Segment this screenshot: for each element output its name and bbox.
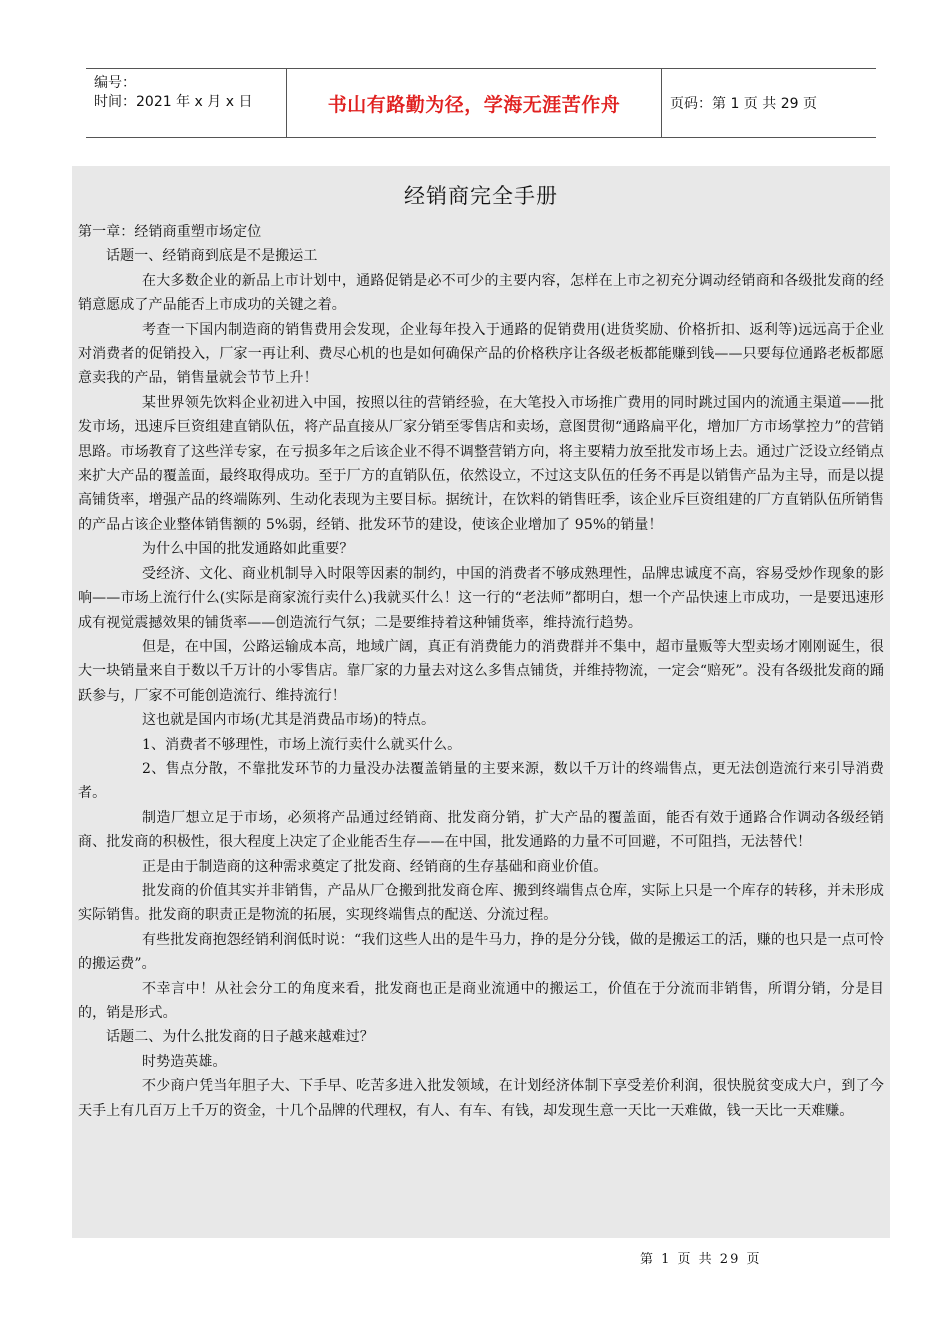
number-label: 编号： — [94, 75, 136, 91]
topic-heading: 话题二、为什么批发商的日子越来越难过？ — [106, 1029, 374, 1046]
document-body — [72, 166, 890, 1238]
header-page-info: 页码：第 1 页 共 29 页 — [670, 96, 817, 112]
paragraph: 在大多数企业的新品上市计划中，通路促销是必不可少的主要内容，怎样在上市之初充分调动经销商和各级批发商的经销意愿成了产品能否上市成功的关键之着。 — [78, 272, 884, 314]
paragraph: 有些批发商抱怨经销利润低时说：“我们这些人出的是牛马力，挣的是分分钱，做的是搬运工的活，赚的也只是一点可怜的搬运费”。 — [78, 931, 884, 973]
paragraph: 这也就是国内市场(尤其是消费品市场)的特点。 — [142, 712, 436, 729]
motto: 书山有路勤为径，学海无涯苦作舟 — [327, 93, 621, 116]
paragraph: 受经济、文化、商业机制导入时限等因素的制约，中国的消费者不够成熟理性，品牌忠诚度不高，容易受炒作现象的影响——市场上流行什么(实际是商家流行卖什么)我就买什么！这一行的“老法师”都明白，想一个产品快速上市成功，一是要迅速形成有视觉震撼效果的铺货率——创造流行气氛；二是要维持着这种铺货率，维持流行趋势。 — [78, 565, 884, 631]
paragraph: 时势造英雄。 — [142, 1053, 227, 1070]
document-title: 经销商完全手册 — [404, 184, 558, 208]
paragraph-group — [78, 1050, 884, 1123]
paragraph: 考查一下国内制造商的销售费用会发现，企业每年投入于通路的促销费用(进货奖励、价格折扣、返利等)远远高于企业对消费者的促销投入，厂家一再让利、费尽心机的也是如何确保产品的价格秩序让各级老板都能赚到钱——只要每位通路老板都愿意卖我的产品，销售量就会节节上升！ — [78, 321, 884, 387]
topic-heading: 话题一、经销商到底是不是搬运工 — [106, 248, 318, 265]
time-label: 时间：2021 年 x 月 x 日 — [94, 94, 253, 110]
header-meta — [86, 69, 286, 137]
paragraph: 不幸言中！从社会分工的角度来看，批发商也正是商业流通中的搬运工，价值在于分流而非销售，所谓分销，分是目的，销是形式。 — [78, 980, 884, 1021]
paragraph: 2、售点分散，不靠批发环节的力量没办法覆盖销量的主要来源，数以千万计的终端售点，更无法创造流行来引导消费者。 — [78, 760, 884, 802]
page-footer: 第 1 页 共 29 页 — [640, 1252, 762, 1267]
paragraph: 某世界领先饮料企业初进入中国，按照以往的营销经验，在大笔投入市场推广费用的同时跳过国内的流通主渠道——批发市场，迅速斥巨资组建直销队伍，将产品直接从厂家分销至零售店和卖场，意图贯彻“通路扁平化，增加厂方市场掌控力”的营销思路。市场教育了这些洋专家，在亏损多年之后该企业不得不调整营销方向，将主要精力放至批发市场上去。通过广泛设立经销点来扩大产品的覆盖面，最终取得成功。至于厂方的直销队伍，依然设立，不过这支队伍的任务不再是以销售产品为主导，而是以提高铺货率，增强产品的终端陈列、生动化表现为主要目标。据统计，在饮料的销售旺季，该企业斥巨资组建的厂方直销队伍所销售的产品占该企业整体销售额的 5%弱，经销、批发环节的建设，使该企业增加了 95%的销量！ — [78, 394, 884, 533]
paragraph: 不少商户凭当年胆子大、下手早、吃苦多进入批发领域，在计划经济体制下享受差价利润，很快脱贫变成大户，到了今天手上有几百万上千万的资金，十几个品牌的代理权，有人、有车、有钱，却发现生意一天比一天难做，钱一天比一天难赚。 — [78, 1078, 884, 1119]
chapter-heading: 第一章：经销商重塑市场定位 — [78, 224, 262, 240]
paragraph: 为什么中国的批发通路如此重要？ — [142, 541, 354, 558]
document-header — [86, 68, 876, 138]
header-motto-cell — [286, 69, 662, 137]
paragraph-group — [78, 269, 884, 1026]
paragraph: 批发商的价值其实并非销售，产品从厂仓搬到批发商仓库、搬到终端售点仓库，实际上只是一个库存的转移，并未形成实际销售。批发商的职责正是物流的拓展，实现终端售点的配送、分流过程。 — [78, 882, 884, 924]
paragraph: 正是由于制造商的这种需求奠定了批发商、经销商的生存基础和商业价值。 — [142, 858, 608, 875]
paragraph: 但是，在中国，公路运输成本高，地域广阔，真正有消费能力的消费群并不集中，超市量贩等大型卖场才刚刚诞生，很大一块销量来自于数以千万计的小零售店。靠厂家的力量去对这么多售点铺货，并维持物流，一定会“赔死”。没有各级批发商的踊跃参与，厂家不可能创造流行、维持流行！ — [78, 638, 884, 704]
paragraph: 制造厂想立足于市场，必须将产品通过经销商、批发商分销，扩大产品的覆盖面，能否有效于通路合作调动各级经销商、批发商的积极性，很大程度上决定了企业能否生存——在中国，批发通路的力量不可回避，不可阻挡，无法替代！ — [78, 809, 884, 851]
paragraph: 1、消费者不够理性，市场上流行卖什么就买什么。 — [142, 736, 462, 753]
